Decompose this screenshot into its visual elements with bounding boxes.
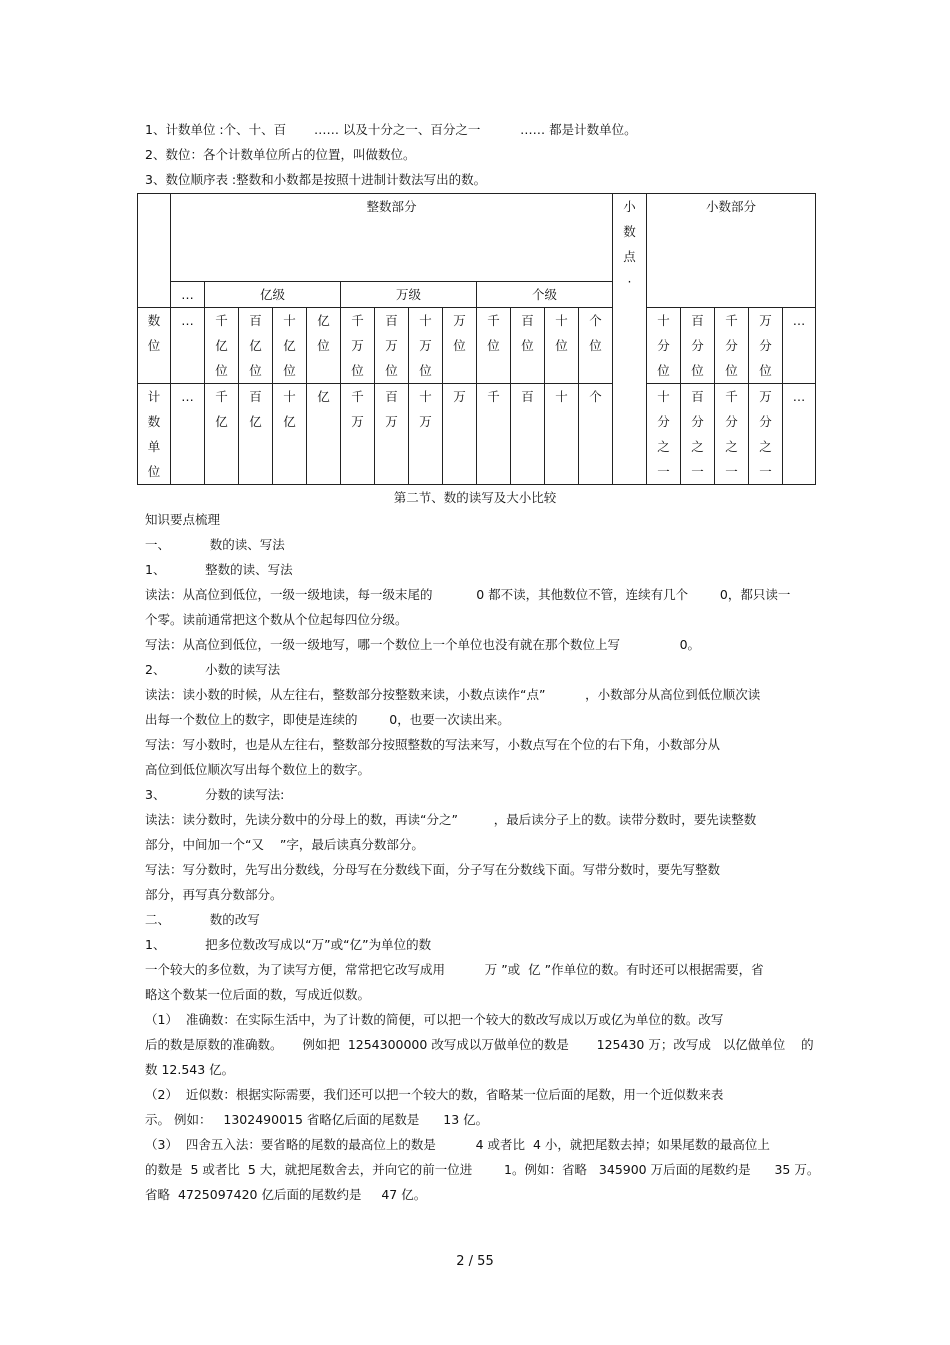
group-ge: 个级 (477, 282, 613, 308)
decimal-point-column (613, 194, 647, 485)
unit-cell-char: 百 (385, 389, 398, 404)
place-cell-char: 位 (453, 338, 466, 353)
unit-cell-char: 万 (351, 414, 364, 429)
decimal-unit-cell (715, 384, 749, 485)
place-cell (477, 308, 511, 384)
unit-cell-char: 十 (419, 389, 432, 404)
body-line: 写法：从高位到低位，一级一级地写，哪一个数位上一个单位也没有就在那个数位上写 0。 (145, 637, 701, 652)
decimal-unit-cell-char: 万 (759, 389, 772, 404)
decimal-unit-cell-char: 十 (657, 389, 670, 404)
place-cell-char: 万 (351, 338, 364, 353)
place-cell-char: 十 (419, 313, 432, 328)
place-cell-char: 位 (589, 338, 602, 353)
unit-cell-char: 千 (487, 389, 500, 404)
unit-cell (375, 384, 409, 485)
decimal-unit-cell-char: 一 (725, 464, 738, 479)
decimal-unit-cell (647, 384, 681, 485)
group-yi: 亿级 (205, 282, 341, 308)
body-line: 写法：写分数时，先写出分数线，分母写在分数线下面，分子写在分数线下面。写带分数时，要先写整数 (145, 862, 721, 877)
body-line: 出每一个数位上的数字，即使是连续的 0，也要一次读出来。 (145, 712, 510, 727)
intro-line-1: 1、计数单位 :个、十、百 …… 以及十分之一、百分之一 …… 都是计数单位。 (145, 122, 637, 137)
place-row (138, 308, 816, 384)
unit-cell (273, 384, 307, 485)
decimal-place-cell (681, 308, 715, 384)
place-cell-char: 百 (521, 313, 534, 328)
place-cell-char: 位 (317, 338, 330, 353)
integer-part-header (171, 194, 613, 282)
decimal-point-dot: · (627, 274, 632, 289)
place-value-table (137, 193, 816, 485)
decimal-place-cell-char: 万 (759, 313, 772, 328)
body-line: 读法：从高位到低位，一级一级地读，每一级末尾的 0 都不读，其他数位不管，连续有几个 0，都只读一 (145, 587, 791, 602)
place-cell (205, 308, 239, 384)
page-number: 2 / 55 (456, 1254, 494, 1269)
place-cell-char: 位 (385, 363, 398, 378)
place-cell-char: 位 (249, 363, 262, 378)
place-cell-char: 位 (419, 363, 432, 378)
unit-cell-char: 亿 (215, 414, 228, 429)
unit-cell-char: 万 (385, 414, 398, 429)
place-cell-char: 位 (351, 363, 364, 378)
place-cell-char: 十 (283, 313, 296, 328)
unit-cell-char: 千 (351, 389, 364, 404)
decimal-unit-cell-char: 一 (759, 464, 772, 479)
decimal-unit-ellipsis: … (783, 384, 816, 485)
place-ellipsis: … (171, 308, 205, 384)
decimal-unit-cell-char: 分 (657, 414, 670, 429)
unit-cell (545, 384, 579, 485)
place-cell-char: 万 (385, 338, 398, 353)
place-cell-char: 位 (487, 338, 500, 353)
decimal-place-cell-char: 千 (725, 313, 738, 328)
decimal-place-cell (715, 308, 749, 384)
place-cell-char: 十 (555, 313, 568, 328)
row-label-unit-char: 单 (147, 439, 161, 454)
corner-cell (138, 194, 171, 308)
body-line: 个零。读前通常把这个数从个位起每四位分级。 (145, 612, 408, 627)
unit-cell-char: 十 (555, 389, 568, 404)
group-wan: 万级 (341, 282, 477, 308)
body-line: 写法：写小数时，也是从左往右，整数部分按照整数的写法来写，小数点写在个位的右下角，小数部分从 (145, 737, 721, 752)
unit-ellipsis: … (171, 384, 205, 485)
decimal-part-header (647, 194, 816, 308)
body-line: 3、 分数的读写法: (145, 787, 285, 802)
place-cell-char: 万 (453, 313, 466, 328)
row-label-unit-char: 计 (147, 389, 161, 404)
decimal-unit-cell-char: 一 (657, 464, 670, 479)
unit-cell-char: 个 (589, 389, 602, 404)
row-label-unit-char: 位 (147, 464, 161, 479)
unit-row (138, 384, 816, 485)
body-line: 二、 数的改写 (145, 912, 260, 927)
place-cell-char: 万 (419, 338, 432, 353)
place-cell (409, 308, 443, 384)
place-cell-char: 位 (555, 338, 568, 353)
decimal-place-cell (647, 308, 681, 384)
decimal-place-cell (749, 308, 783, 384)
place-cell (579, 308, 613, 384)
place-cell (443, 308, 477, 384)
unit-cell-char: 亿 (249, 414, 262, 429)
unit-cell (307, 384, 341, 485)
place-cell-char: 亿 (215, 338, 228, 353)
body-line: 省略 4725097420 亿后面的尾数约是 47 亿。 (145, 1187, 427, 1202)
row-label-place (138, 308, 171, 384)
unit-cell-char: 十 (283, 389, 296, 404)
place-cell-char: 个 (589, 313, 602, 328)
decimal-unit-cell (681, 384, 715, 485)
row-label-unit (138, 384, 171, 485)
decimal-unit-cell-char: 一 (691, 464, 704, 479)
place-cell (307, 308, 341, 384)
decimal-place-cell-char: 分 (725, 338, 738, 353)
row-label-place-char: 位 (147, 338, 161, 353)
unit-cell (341, 384, 375, 485)
unit-cell-char: 万 (419, 414, 432, 429)
integer-part-label: 整数部分 (366, 199, 417, 214)
place-cell-char: 百 (249, 313, 262, 328)
place-cell-char: 位 (283, 363, 296, 378)
place-cell-char: 百 (385, 313, 398, 328)
unit-cell (477, 384, 511, 485)
body-line: 一个较大的多位数，为了读写方便，常常把它改写成用 万 ”或 亿 ”作单位的数。有时还可以根据需要，省 (145, 962, 764, 977)
place-cell-char: 亿 (283, 338, 296, 353)
body-line: 1、 把多位数改写成以“万”或“亿”为单位的数 (145, 937, 432, 952)
body-line: 示。 例如： 1302490015 省略亿后面的尾数是 13 亿。 (145, 1112, 489, 1127)
body-line: 数 12.543 亿。 (145, 1062, 235, 1077)
place-cell-char: 千 (215, 313, 228, 328)
place-cell (341, 308, 375, 384)
decimal-place-cell-char: 位 (759, 363, 772, 378)
body-line: 部分，中间加一个“又 ”字，最后读真分数部分。 (145, 837, 424, 852)
unit-cell (205, 384, 239, 485)
unit-cell (443, 384, 477, 485)
place-cell-char: 亿 (317, 313, 330, 328)
intro-line-2: 2、数位：各个计数单位所占的位置，叫做数位。 (145, 147, 416, 162)
place-cell-char: 位 (521, 338, 534, 353)
decimal-place-cell-char: 十 (657, 313, 670, 328)
place-cell (273, 308, 307, 384)
unit-cell-char: 百 (249, 389, 262, 404)
decimal-unit-cell-char: 百 (691, 389, 704, 404)
decimal-place-cell-char: 分 (657, 338, 670, 353)
body-line: 略这个数某一位后面的数，写成近似数。 (145, 987, 371, 1002)
row-label-unit-char: 数 (147, 414, 161, 429)
decimal-unit-cell (749, 384, 783, 485)
decimal-point-char: 小 (623, 199, 636, 214)
body-line: 一、 数的读、写法 (145, 537, 285, 552)
body-line: 的数是 5 或者比 5 大，就把尾数舍去，并向它的前一位进 1。例如：省略 345900 万后面的尾数约是 35 万。 (145, 1162, 820, 1177)
place-cell-char: 位 (215, 363, 228, 378)
place-cell-char: 亿 (249, 338, 262, 353)
body-line: （3） 四舍五入法：要省略的尾数的最高位上的数是 4 或者比 4 小，就把尾数去掉；如果尾数的最高位上 (145, 1137, 770, 1152)
unit-cell-char: 千 (215, 389, 228, 404)
body-line: 读法：读分数时，先读分数中的分母上的数，再读“分之” ，最后读分子上的数。读带分数时，要先读整数 (145, 812, 757, 827)
intro-line-3: 3、数位顺序表 :整数和小数都是按照十进制计数法写出的数。 (145, 172, 487, 187)
unit-cell-char: 万 (453, 389, 466, 404)
decimal-unit-cell-char: 分 (691, 414, 704, 429)
decimal-unit-cell-char: 千 (725, 389, 738, 404)
decimal-unit-cell-char: 分 (725, 414, 738, 429)
section-title: 第二节、数的读写及大小比较 (393, 490, 557, 505)
body-line: 2、 小数的读写法 (145, 662, 281, 677)
unit-cell-char: 亿 (283, 414, 296, 429)
decimal-unit-cell-char: 分 (759, 414, 772, 429)
place-cell-char: 千 (487, 313, 500, 328)
decimal-unit-cell-char: 之 (657, 439, 670, 454)
unit-cell (409, 384, 443, 485)
decimal-point-char: 点 (623, 249, 636, 264)
group-ellipsis: … (171, 282, 205, 308)
unit-cell-char: 亿 (317, 389, 330, 404)
body-line: 高位到低位顺次写出每个数位上的数字。 (145, 762, 371, 777)
body-line: （2） 近似数：根据实际需要，我们还可以把一个较大的数，省略某一位后面的尾数，用一个近似数来表 (145, 1087, 724, 1102)
place-cell-char: 千 (351, 313, 364, 328)
decimal-unit-cell-char: 之 (759, 439, 772, 454)
decimal-place-ellipsis: … (783, 308, 816, 384)
place-cell (545, 308, 579, 384)
place-cell (239, 308, 273, 384)
place-cell (375, 308, 409, 384)
decimal-part-label: 小数部分 (705, 199, 756, 214)
decimal-place-cell-char: 分 (759, 338, 772, 353)
decimal-unit-cell-char: 之 (725, 439, 738, 454)
place-cell (511, 308, 545, 384)
decimal-point-char: 数 (623, 224, 636, 239)
decimal-place-cell-char: 位 (657, 363, 670, 378)
body-line: 读法：读小数的时候，从左往右，整数部分按整数来读，小数点读作“点” ，小数部分从高位到低位顺次读 (145, 687, 761, 702)
decimal-place-cell-char: 百 (691, 313, 704, 328)
unit-cell (239, 384, 273, 485)
body-line: 后的数是原数的准确数。 例如把 1254300000 改写成以万做单位的数是 125430 万；改写成 以亿做单位 的 (145, 1037, 814, 1052)
body-line: 知识要点梳理 (145, 512, 221, 527)
decimal-place-cell-char: 分 (691, 338, 704, 353)
body-line: 部分，再写真分数部分。 (145, 887, 283, 902)
body-line: 1、 整数的读、写法 (145, 562, 293, 577)
unit-cell (511, 384, 545, 485)
row-label-place-char: 数 (147, 313, 161, 328)
decimal-place-cell-char: 位 (691, 363, 704, 378)
unit-cell-char: 百 (521, 389, 534, 404)
decimal-place-cell-char: 位 (725, 363, 738, 378)
body-line: （1） 准确数：在实际生活中，为了计数的简便，可以把一个较大的数改写成以万或亿为单位的数。改写 (145, 1012, 724, 1027)
decimal-unit-cell-char: 之 (691, 439, 704, 454)
unit-cell (579, 384, 613, 485)
